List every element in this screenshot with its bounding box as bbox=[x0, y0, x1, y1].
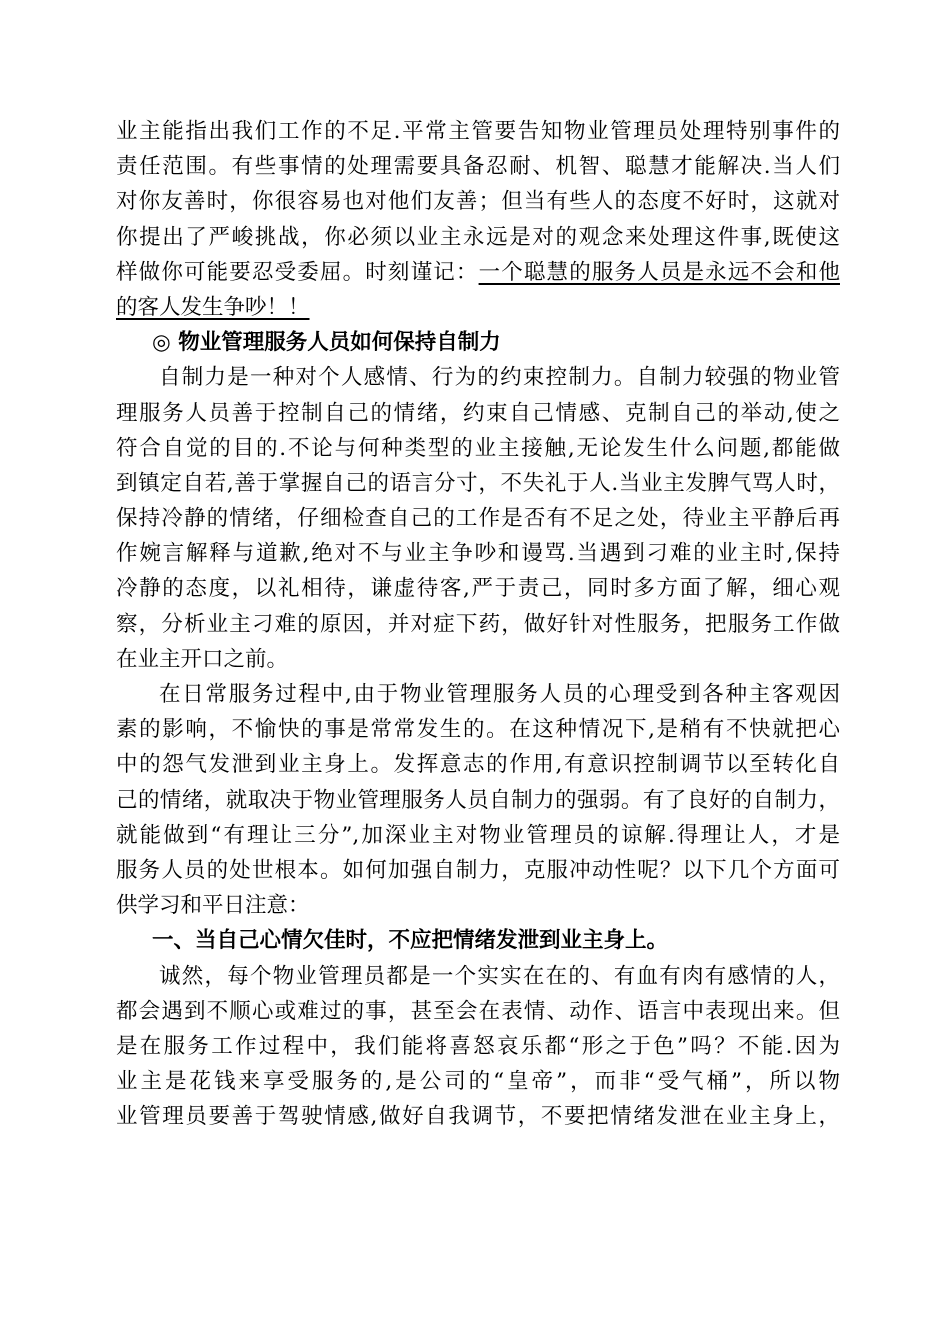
text-line: 察，分析业主刁难的原因，并对症下药，做好针对性服务，把服务工作做 bbox=[116, 611, 840, 637]
underlined-text: 的客人发生争吵！！ bbox=[116, 294, 310, 320]
text-line bbox=[116, 255, 840, 290]
text-line: 就能做到“有理让三分”,加深业主对物业管理员的谅解.得理让人，才是 bbox=[116, 822, 840, 848]
text-line bbox=[116, 290, 840, 325]
text-line: 是在服务工作过程中，我们能将喜怒哀乐都“形之于色”吗？不能.因为 bbox=[116, 1033, 840, 1059]
text-line: 服务人员的处世根本。如何加强自制力，克服冲动性呢？以下几个方面可 bbox=[116, 857, 840, 883]
text-line: 业管理员要善于驾驶情感,做好自我调节，不要把情绪发泄在业主身上， bbox=[116, 1104, 840, 1130]
text-line: 对你友善时，你很容易也对他们友善；但当有些人的态度不好时，这就对 bbox=[116, 189, 840, 215]
paragraph-daily-service bbox=[116, 677, 840, 923]
text-line: 都会遇到不顺心或难过的事，甚至会在表情、动作、语言中表现出来。但 bbox=[116, 998, 840, 1024]
text-segment: 样做你可能要忍受委屈。时刻谨记： bbox=[116, 259, 479, 285]
paragraph-self-control bbox=[116, 360, 840, 677]
text-line: 素的影响，不愉快的事是常常发生的。在这种情况下,是稍有不快就把心 bbox=[116, 717, 840, 743]
text-line: 你提出了严峻挑战，你必须以业主永远是对的观念来处理这件事,既使这 bbox=[116, 224, 840, 250]
text-line: 到镇定自若,善于掌握自己的语言分寸，不失礼于人.当业主发脾气骂人时， bbox=[116, 470, 840, 496]
text-line: 业主是花钱来享受服务的,是公司的“皇帝”，而非“受气桶”，所以物 bbox=[116, 1069, 840, 1095]
text-line: 在日常服务过程中,由于物业管理服务人员的心理受到各种主客观因 bbox=[159, 682, 840, 707]
text-line: 作婉言解释与道歉,绝对不与业主争吵和谩骂.当遇到刁难的业主时,保持 bbox=[116, 541, 840, 567]
text-line: 自制力是一种对个人感情、行为的约束控制力。自制力较强的物业管 bbox=[159, 365, 840, 391]
text-line: 中的怨气发泄到业主身上。发挥意志的作用,有意识控制调节以至转化自 bbox=[116, 752, 840, 778]
text-line: 己的情绪，就取决于物业管理服务人员自制力的强弱。有了良好的自制力， bbox=[116, 787, 840, 813]
text-line: 冷静的态度，以礼相待，谦虚待客,严于责己，同时多方面了解，细心观 bbox=[116, 576, 840, 602]
text-line: 理服务人员善于控制自己的情绪，约束自己情感、克制自己的举动,使之 bbox=[116, 400, 840, 426]
paragraph-emotions bbox=[116, 959, 840, 1135]
text-line: 责任范围。有些事情的处理需要具备忍耐、机智、聪慧才能解决.当人们 bbox=[116, 154, 840, 180]
text-line: 业主能指出我们工作的不足.平常主管要告知物业管理员处理特别事件的 bbox=[116, 119, 840, 144]
text-line: 保持冷静的情绪，仔细检查自己的工作是否有不足之处，待业主平静后再 bbox=[116, 506, 840, 532]
document-body bbox=[116, 114, 840, 1134]
text-line: 供学习和平日注意： bbox=[116, 893, 310, 919]
text-line: 诚然，每个物业管理员都是一个实实在在的、有血有肉有感情的人， bbox=[159, 963, 840, 989]
section-heading: ◎ 物业管理服务人员如何保持自制力 bbox=[152, 330, 501, 356]
text-line: 在业主开口之前。 bbox=[116, 646, 289, 672]
paragraph-service-duty bbox=[116, 114, 840, 325]
subsection-heading: 一、当自己心情欠佳时，不应把情绪发泄到业主身上。 bbox=[152, 928, 669, 954]
underlined-text: 一个聪慧的服务人员是永远不会和他 bbox=[478, 259, 840, 285]
text-line: 符合自觉的目的.不论与何种类型的业主接触,无论发生什么问题,都能做 bbox=[116, 435, 840, 461]
